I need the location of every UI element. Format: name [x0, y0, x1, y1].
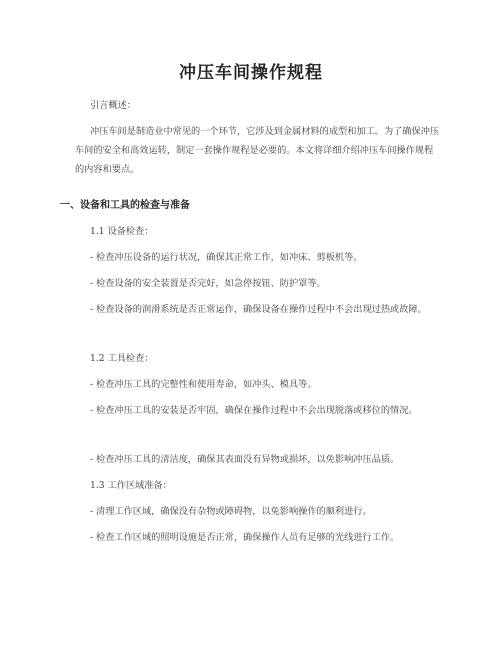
list-item: - 检查设备的润滑系统是否正常运作，确保设备在操作过程中不会出现过热或故障。: [90, 304, 427, 315]
subsection-label-1-1: 1.1 设备检查：: [90, 226, 154, 237]
list-item: - 检查冲压设备的运行状况，确保其正常工作，如冲床、剪板机等。: [90, 252, 363, 263]
list-item: - 检查冲压工具的安装是否牢固，确保在操作过程中不会出现脱落或移位的情况。: [90, 405, 418, 416]
subsection-label-1-2: 1.2 工具检查：: [90, 353, 154, 364]
list-item: - 检查设备的安全装置是否完好，如急停按钮、防护罩等。: [90, 278, 326, 289]
page-title: 冲压车间操作规程: [179, 63, 323, 83]
subsection-label-1-3: 1.3 工作区域准备：: [90, 480, 172, 491]
list-item: - 清理工作区域，确保没有杂物或障碍物，以免影响操作的顺利进行。: [90, 506, 372, 517]
list-item: - 检查冲压工具的完整性和使用寿命，如冲头、模具等。: [90, 379, 317, 390]
intro-label: 引言概述：: [90, 100, 136, 111]
list-item: - 检查冲压工具的清洁度，确保其表面没有异物或损坏，以免影响冲压品质。: [90, 454, 400, 465]
list-item: - 检查工作区域的照明设施是否正常，确保操作人员有足够的光线进行工作。: [90, 532, 400, 543]
intro-paragraph: 冲压车间是制造业中常见的一个环节，它涉及到金属材料的成型和加工。为了确保冲压车间的安全和高效运转，制定一套操作规程是必要的。本文将详细介绍冲压车间操作规程的内容和要点。: [75, 126, 440, 175]
section-heading-1: 一、设备和工具的检查与准备: [60, 200, 190, 211]
